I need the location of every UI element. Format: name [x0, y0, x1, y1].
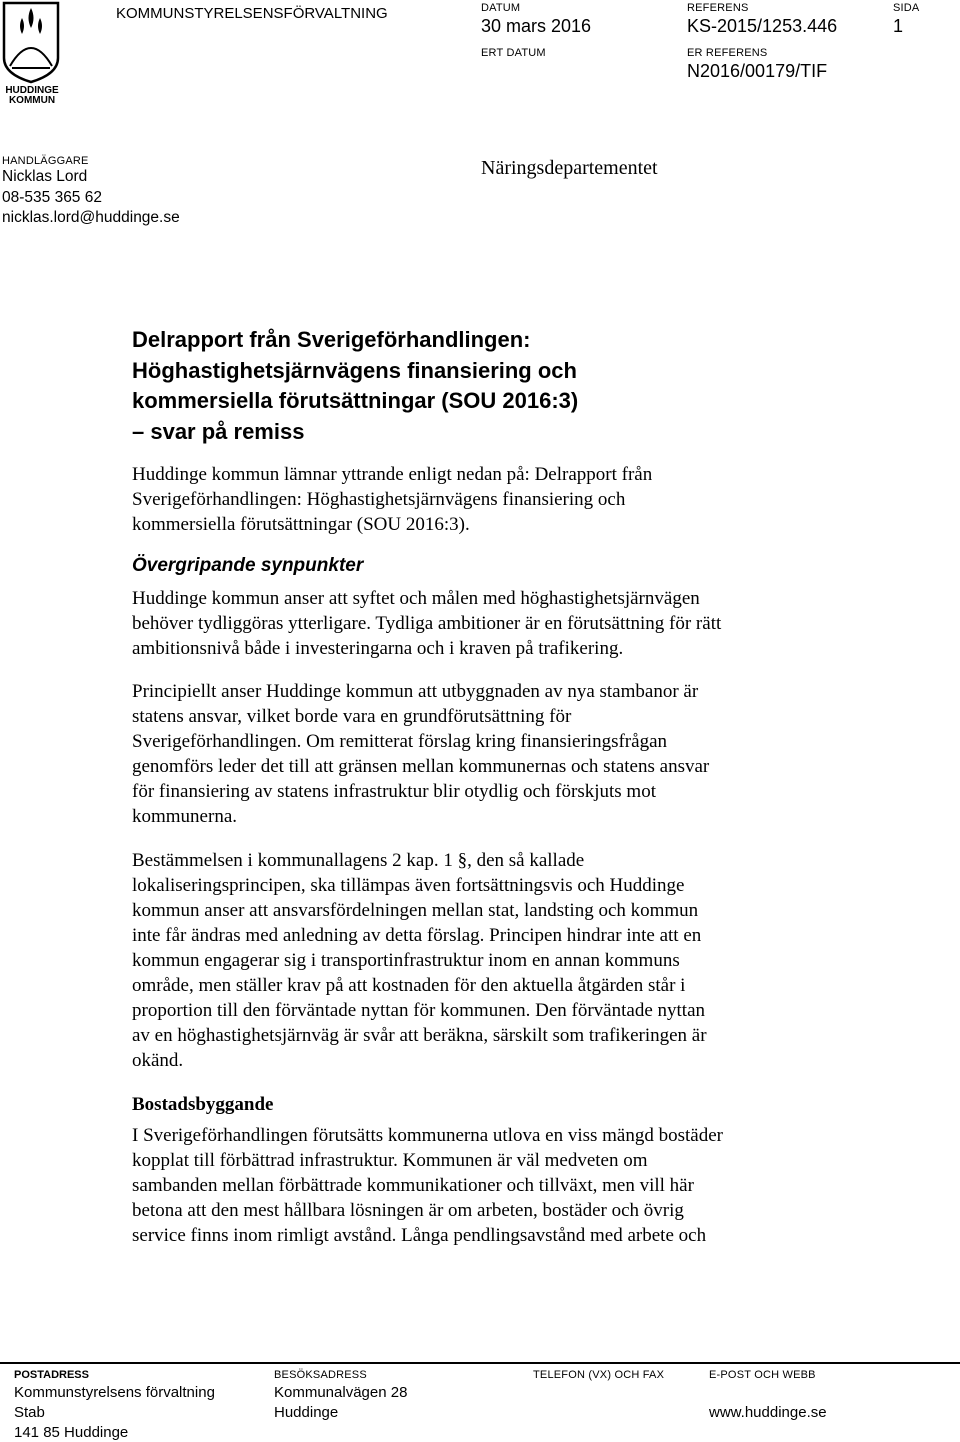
sida-value: 1 — [893, 16, 904, 36]
title-line: – svar på remiss — [132, 418, 305, 444]
svg-text:KOMMUN: KOMMUN — [8, 95, 56, 104]
referens-label: REFERENS — [687, 2, 749, 14]
handler-phone: 08-535 365 62 — [2, 189, 102, 206]
paragraph: Huddinge kommun anser att syftet och målen med höghastighetsjärnvägen behöver tydliggöras ytterligare. Tydliga ambitioner är en förutsättning för rätt ambitionsnivå både i investeringarna och i kraven på trafikering. — [132, 588, 722, 659]
telefon-label: TELEFON (VX) OCH FAX — [533, 1369, 665, 1381]
datum-value: 30 mars 2016 — [481, 16, 592, 36]
svg-text:HUDDINGE: HUDDINGE — [5, 85, 59, 96]
besoksadress-line: Huddinge — [274, 1404, 339, 1421]
handler-email: nicklas.lord@huddinge.se — [2, 209, 180, 226]
postadress-line: 141 85 Huddinge — [14, 1424, 129, 1441]
epost-label: E-POST OCH WEBB — [709, 1369, 816, 1381]
postadress-line: Stab — [14, 1404, 45, 1421]
referens-value: KS-2015/1253.446 — [687, 16, 838, 36]
handlaggare-label: HANDLÄGGARE — [2, 155, 89, 167]
title-line: kommersiella förutsättningar (SOU 2016:3) — [132, 388, 579, 413]
recipient: Näringsdepartementet — [481, 157, 658, 179]
huddinge-logo — [0, 0, 64, 104]
sida-label: SIDA — [893, 2, 920, 14]
ert-datum-label: ERT DATUM — [481, 47, 546, 59]
paragraph: Principiellt anser Huddinge kommun att utbyggnaden av nya stambanor är statens ansvar, vilket borde vara en grundförutsättning för Sverigeförhandlingen. Om remitterat förslag kring finansieringsfrågan genomförs leder det till att gränsen mellan kommunernas och statens ansvar för finansiering av statens infrastruktur blir otydlig och förskjuts mot kommunerna. — [132, 681, 710, 827]
footer-divider — [0, 1362, 960, 1364]
intro-paragraph: Huddinge kommun lämnar yttrande enligt nedan på: Delrapport från Sverigeförhandlingen: Höghastighetsjärnvägens finansiering och kommersiella förutsättningar (SOU 2016:3). — [132, 464, 653, 535]
title-line: Höghastighetsjärnvägens finansiering och — [132, 357, 577, 383]
besoksadress-line: Kommunalvägen 28 — [274, 1384, 408, 1401]
web-link[interactable]: www.huddinge.se — [709, 1404, 827, 1421]
handler-name: Nicklas Lord — [2, 168, 88, 185]
er-referens-value: N2016/00179/TIF — [687, 61, 828, 81]
postadress-line: Kommunstyrelsens förvaltning — [14, 1384, 215, 1401]
er-referens-label: ER REFERENS — [687, 47, 768, 59]
datum-label: DATUM — [481, 2, 521, 14]
besoksadress-label: BESÖKSADRESS — [274, 1369, 367, 1381]
title-line: Delrapport från Sverigeförhandlingen: — [132, 327, 531, 352]
paragraph: Bestämmelsen i kommunallagens 2 kap. 1 §, den så kallade lokaliseringsprincipen, ska tillämpas även fortsättningsvis och Huddinge kommun anser att ansvarsfördelningen mellan stat, landsting och kommun inte får ändras med anledning av detta förslag. Principen hindrar inte att en kommun engagerar sig i transportinfrastruktur inom en annan kommuns område, men ställer krav på att kostnaden för den aktuella åtgärden står i proportion till den förväntade nyttan för kommunen. Den förväntade nyttan av en höghastighetsjärnväg är svår att beräkna, särskilt som trafikeringen är okänd. — [132, 850, 707, 1071]
paragraph: I Sverigeförhandlingen förutsätts kommunerna utlova en viss mängd bostäder kopplat till förbättrad infrastruktur. Kommunen är väl medveten om sambanden mellan förbättrade kommunikationer och tillväxt, men vill här betona att den mest hållbara lösningen är om arbeten, bostäder och övrig service finns inom rimligt avstånd. Långa pendlingsavstånd med arbete och — [132, 1125, 723, 1246]
postadress-label: POSTADRESS — [14, 1369, 89, 1381]
section-heading: Övergripande synpunkter — [132, 555, 364, 576]
document-title — [132, 325, 578, 447]
section-heading: Bostadsbyggande — [132, 1094, 274, 1115]
org-name: KOMMUNSTYRELSENSFÖRVALTNING — [116, 5, 388, 22]
